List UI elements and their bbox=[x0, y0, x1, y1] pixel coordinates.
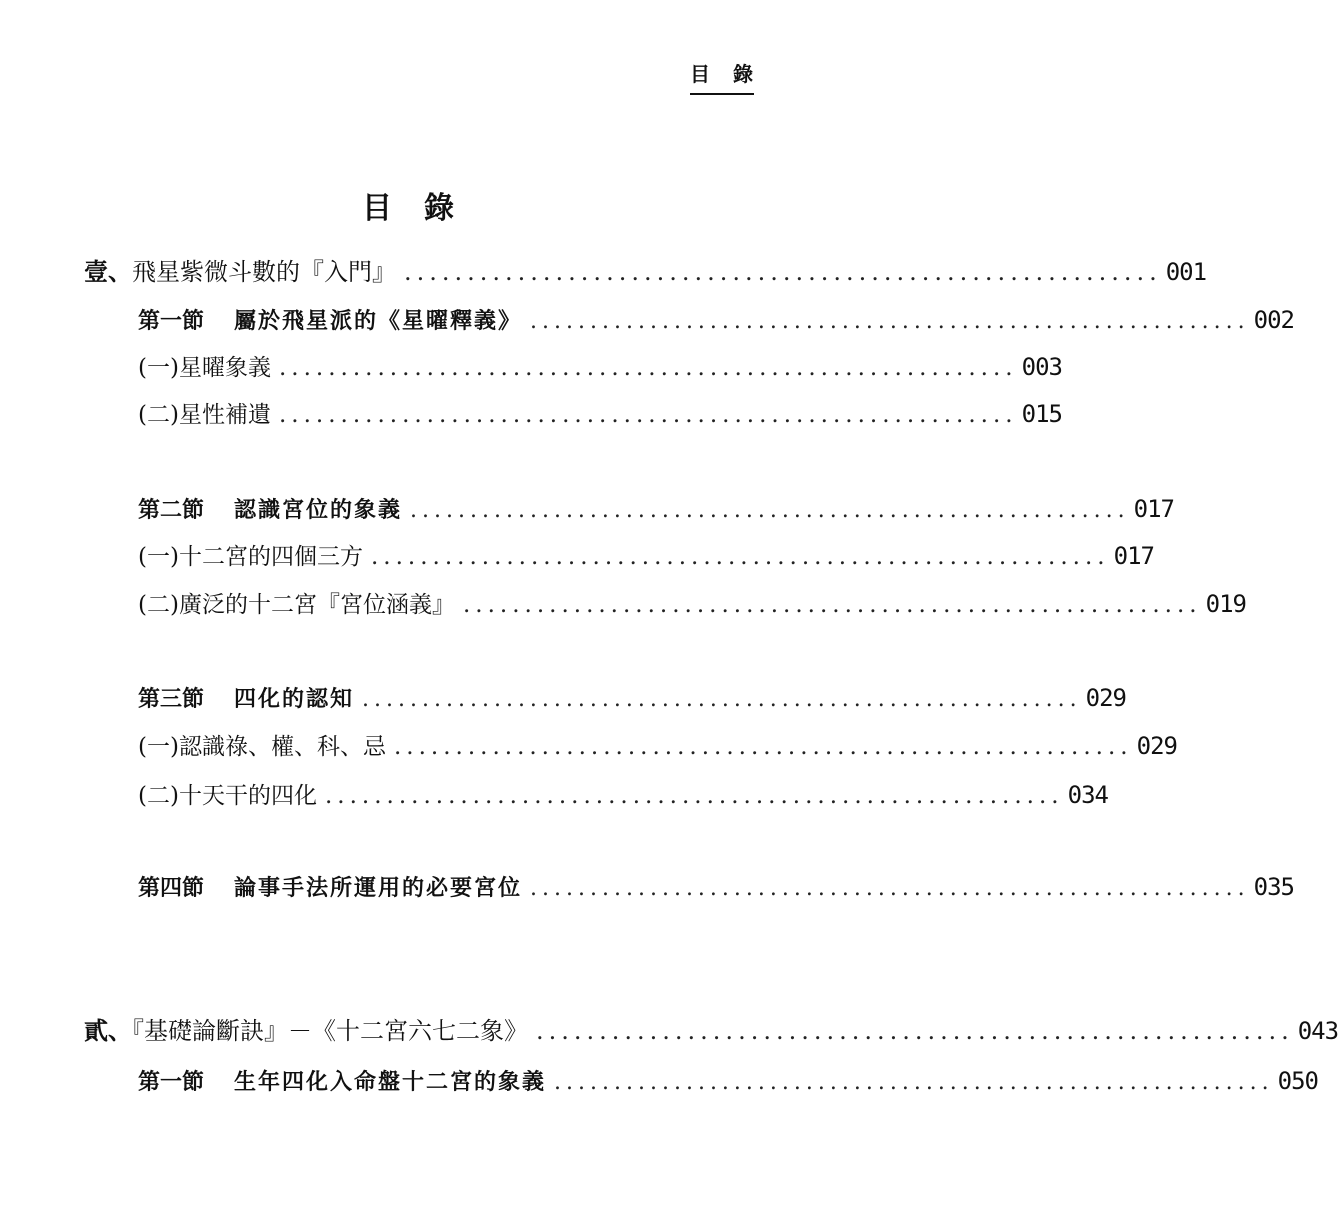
page-number: 050 bbox=[1277, 1067, 1318, 1095]
dot-leader: ............................................................ bbox=[324, 783, 1064, 809]
toc-label: (二)十天干的四化 bbox=[138, 783, 317, 809]
dot-leader: ............................................................ bbox=[278, 402, 1018, 428]
toc-section bbox=[138, 489, 1174, 529]
toc-section bbox=[138, 300, 1294, 340]
toc-label: 生年四化入命盤十二宮的象義 bbox=[234, 1069, 547, 1095]
toc-part-1 bbox=[84, 252, 1207, 292]
toc-label: (一)星曜象義 bbox=[138, 355, 271, 381]
toc-section bbox=[138, 1061, 1318, 1101]
toc-label: (一)十二宮的四個三方 bbox=[138, 544, 363, 570]
page-number: 001 bbox=[1165, 258, 1207, 286]
page-number: 017 bbox=[1133, 495, 1174, 523]
page-number: 017 bbox=[1113, 542, 1154, 570]
toc-section bbox=[138, 867, 1294, 907]
page-number: 002 bbox=[1253, 306, 1294, 334]
page-number: 019 bbox=[1205, 590, 1246, 618]
toc-part-2 bbox=[84, 1011, 1338, 1051]
toc-label: (一)認識祿、權、科、忌 bbox=[138, 734, 386, 760]
dot-leader: ............................................................ bbox=[278, 355, 1018, 381]
dot-leader: ............................................................ bbox=[362, 687, 1082, 712]
page-number: 029 bbox=[1085, 684, 1126, 712]
dot-leader: ............................................................ bbox=[410, 498, 1130, 523]
toc-label: 飛星紫微斗數的『入門』 bbox=[132, 258, 396, 286]
toc-subitem bbox=[138, 775, 1108, 815]
section-number: 第一節 bbox=[138, 308, 205, 334]
page-number: 035 bbox=[1253, 873, 1294, 901]
running-header: 目 錄 bbox=[690, 58, 754, 95]
dot-leader: ............................................................ bbox=[554, 1070, 1274, 1095]
toc-label: 四化的認知 bbox=[234, 686, 355, 712]
toc-subitem bbox=[138, 347, 1062, 387]
dot-leader: ............................................................ bbox=[530, 876, 1250, 901]
dot-leader: ............................................................ bbox=[530, 309, 1250, 334]
toc-label: 『基礎論斷訣』－《十二宮六七二象》 bbox=[132, 1017, 528, 1045]
page-number: 034 bbox=[1067, 781, 1108, 809]
section-number: 第二節 bbox=[138, 497, 205, 523]
page-number: 015 bbox=[1021, 400, 1062, 428]
section-number: 第三節 bbox=[138, 686, 205, 712]
dot-leader: ............................................................ bbox=[404, 258, 1162, 286]
page-number: 003 bbox=[1021, 353, 1062, 381]
page-title: 目錄 bbox=[362, 191, 486, 226]
toc-label: (二)星性補遺 bbox=[138, 402, 271, 428]
section-number: 第四節 bbox=[138, 875, 205, 901]
toc-label: 屬於飛星派的《星曜釋義》 bbox=[234, 308, 523, 334]
section-number: 第一節 bbox=[138, 1069, 205, 1095]
page-number: 043 bbox=[1297, 1017, 1338, 1045]
toc-subitem bbox=[138, 584, 1246, 624]
dot-leader: ............................................................ bbox=[370, 544, 1110, 570]
toc-section bbox=[138, 678, 1126, 718]
dot-leader: ............................................................ bbox=[393, 734, 1133, 760]
part-number: 壹、 bbox=[84, 257, 132, 286]
part-number: 貳、 bbox=[84, 1016, 132, 1045]
dot-leader: ............................................................ bbox=[462, 592, 1202, 618]
toc-subitem bbox=[138, 536, 1154, 576]
page-number: 029 bbox=[1136, 732, 1177, 760]
toc-subitem bbox=[138, 394, 1062, 434]
dot-leader: ............................................................ bbox=[536, 1017, 1294, 1045]
toc-label: 認識宮位的象義 bbox=[234, 497, 403, 523]
toc-subitem bbox=[138, 726, 1177, 766]
toc-label: (二)廣泛的十二宮『宮位涵義』 bbox=[138, 592, 455, 618]
toc-label: 論事手法所運用的必要宮位 bbox=[234, 875, 523, 901]
